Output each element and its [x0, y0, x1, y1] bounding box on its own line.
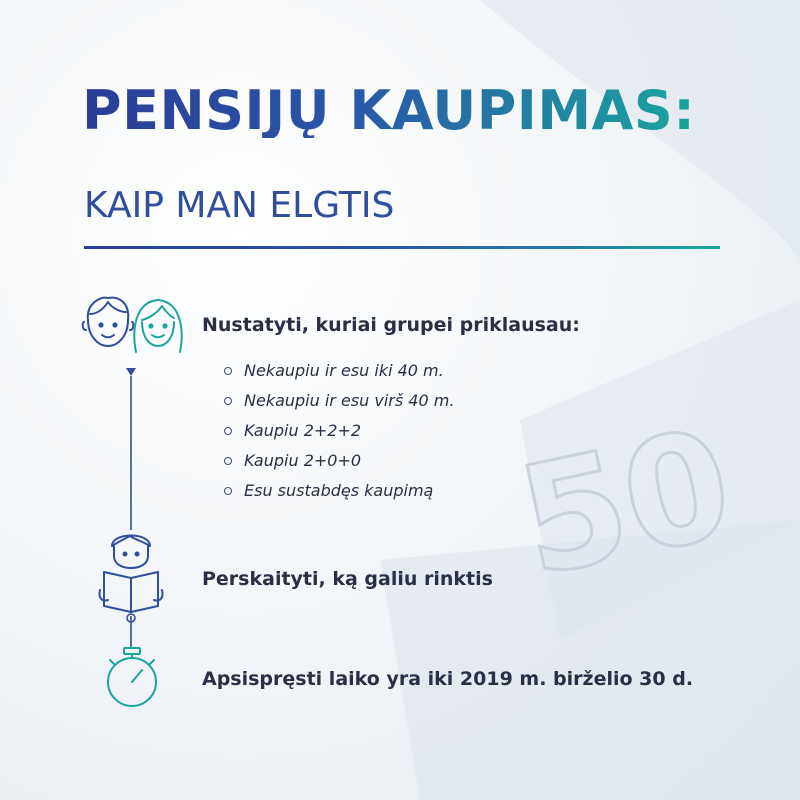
bullet-icon [224, 397, 232, 405]
page-subtitle: KAIP MAN ELGTIS [84, 185, 395, 226]
list-item [224, 476, 454, 506]
page-title: PENSIJŲ KAUPIMAS: [82, 79, 696, 142]
option-label: Kaupiu 2+0+0 [244, 451, 362, 470]
list-item [224, 386, 454, 416]
stopwatch-icon [102, 646, 162, 708]
bullet-icon [224, 427, 232, 435]
bullet-icon [224, 367, 232, 375]
reading-person-icon [96, 528, 166, 616]
option-label: Nekaupiu ir esu iki 40 m. [244, 361, 444, 380]
couple-faces-icon [78, 292, 188, 356]
step-3-title: Apsispręsti laiko yra iki 2019 m. birželio 30 d. [202, 668, 694, 690]
bullet-icon [224, 487, 232, 495]
title-divider [84, 246, 720, 249]
svg-text:50: 50 [505, 396, 746, 611]
step-2-title: Perskaityti, ką galiu rinktis [202, 568, 493, 590]
list-item [224, 416, 454, 446]
option-label: Kaupiu 2+2+2 [244, 421, 362, 440]
option-label: Nekaupiu ir esu virš 40 m. [244, 391, 455, 410]
group-options-list [224, 356, 454, 506]
list-item [224, 446, 454, 476]
option-label: Esu sustabdęs kaupimą [244, 481, 434, 500]
step-1-title: Nustatyti, kuriai grupei priklausau: [202, 314, 580, 336]
list-item [224, 356, 454, 386]
bullet-icon [224, 457, 232, 465]
